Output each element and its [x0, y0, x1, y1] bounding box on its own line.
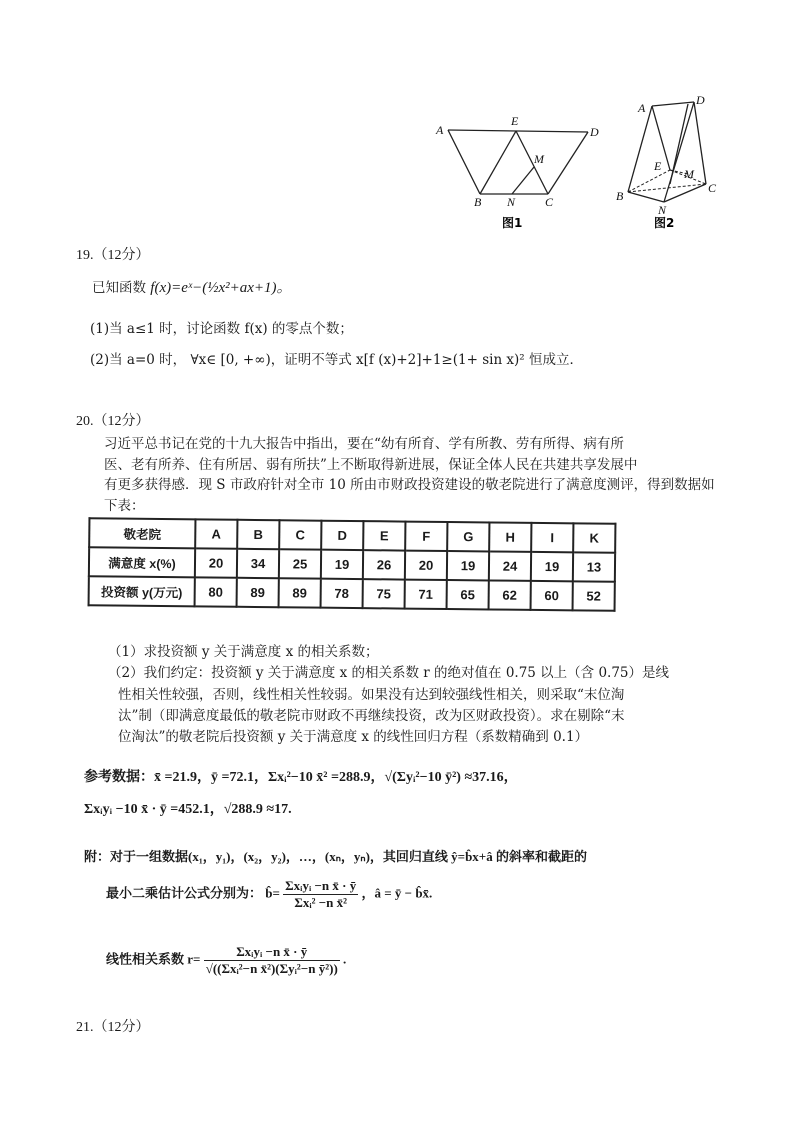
table-cell: 20	[195, 548, 237, 577]
geometry-figure-1	[430, 110, 610, 235]
geometry-figure-2	[612, 92, 732, 232]
label-D: D	[696, 93, 705, 107]
q20-part2-line-4: 位淘汰”的敬老院后投资额 y 关于满意度 x 的线性回归方程（系数精确到 0.1）	[118, 729, 589, 745]
table-cell: 34	[237, 549, 279, 578]
table-cell: 19	[447, 551, 489, 580]
table-cell: D	[321, 521, 363, 550]
label-B: B	[616, 189, 624, 203]
appendix-line-2: 最小二乘估计公式分别为：	[106, 885, 263, 901]
b-hat-numerator: Σxᵢyᵢ −n x̄ · ȳ	[285, 878, 357, 893]
label-D: D	[590, 125, 599, 139]
row-label-home: 敬老院	[89, 518, 195, 548]
row-label-investment: 投资额 y(万元)	[89, 576, 195, 606]
label-C: C	[708, 181, 717, 195]
table-cell: 19	[321, 550, 363, 579]
table-cell: F	[405, 522, 447, 551]
table-cell: H	[489, 522, 531, 551]
label-C: C	[545, 195, 554, 209]
q20-stem-line-3: 有更多获得感．现 S 市政府针对全市 10 所由市财政投资建设的敬老院进行了满意度测评，得到数据如	[104, 477, 715, 493]
q20-number: 20.（12分）	[76, 414, 150, 429]
label-B: B	[474, 195, 482, 209]
q20-stem-line-1: 习近平总书记在党的十九大报告中指出，要在“幼有所育、学有所教、劳有所得、病有所	[104, 436, 624, 452]
table-cell: 75	[363, 579, 405, 608]
table-cell: 80	[195, 577, 237, 606]
table-cell: 62	[489, 580, 531, 609]
q19-stem	[92, 276, 292, 297]
table-cell: 89	[237, 578, 279, 607]
nursing-home-table	[88, 517, 617, 612]
r-suffix: .	[343, 951, 347, 967]
q20-part1: （1）求投资额 y 关于满意度 x 的相关系数；	[108, 644, 379, 660]
table-cell: 19	[531, 552, 573, 581]
figure-1-caption: 图1	[502, 216, 523, 230]
table-cell: E	[363, 521, 405, 550]
appendix-least-squares	[106, 878, 432, 911]
row-label-satisfaction: 满意度 x(%)	[89, 547, 195, 577]
table-cell: 25	[279, 549, 321, 578]
label-E: E	[654, 159, 662, 173]
q20-stem-line-4: 下表：	[104, 498, 145, 514]
q19-number: 19.（12分）	[76, 248, 150, 263]
table-cell: K	[573, 523, 615, 552]
q20-stem-line-2: 医、老有所养、住有所居、弱有所扶”上不断取得新进展，保证全体人民在共建共享发展中	[104, 457, 638, 473]
table-cell: 13	[573, 552, 615, 581]
table-cell: I	[531, 523, 573, 552]
q19-part1: (1)当 a≤1 时，讨论函数 f(x) 的零点个数；	[90, 321, 353, 337]
q20-part2-line-3: 汰”制（即满意度最低的敬老院市财政不再继续投资，改为区财政投资）。求在剔除“末	[118, 708, 625, 724]
table-cell: G	[447, 522, 489, 551]
q20-part2-line-1: （2）我们约定：投资额 y 关于满意度 x 的相关系数 r 的绝对值在 0.75 以上（含 0.75）是线	[108, 665, 670, 681]
q20-part2-line-2: 性相关性较强，否则，线性相关性较弱。如果没有达到较强线性相关，则采取“末位淘	[118, 687, 625, 703]
r-denominator: √((Σxᵢ²−n x̄²)(Σyᵢ²−n ȳ²))	[205, 961, 338, 976]
r-fraction	[204, 944, 340, 977]
table-cell: 71	[405, 580, 447, 609]
q21-number: 21.（12分）	[76, 1020, 150, 1035]
q19-intro: 已知函数	[92, 280, 146, 296]
table-cell: 78	[321, 579, 363, 608]
table-cell: 20	[405, 551, 447, 580]
table-cell: 60	[531, 581, 573, 610]
reference-data-line-2: Σxᵢyᵢ −10 x̄ · ȳ =452.1，√288.9 ≈17.	[84, 802, 292, 817]
r-numerator: Σxᵢyᵢ −n x̄ · ȳ	[204, 944, 340, 961]
a-hat-formula: ，â = ȳ − b̂x̄.	[361, 885, 433, 901]
table-cell: 26	[363, 550, 405, 579]
table-cell: 24	[489, 551, 531, 580]
label-N: N	[658, 203, 667, 217]
label-E: E	[511, 114, 519, 128]
appendix-line-1: 附：对于一组数据(x₁，y₁)，(x₂，y₂)，…，(xₙ，yₙ)，其回归直线 ŷ=b̂x+â 的斜率和截距的	[84, 849, 587, 864]
reference-data-line-1	[84, 766, 518, 786]
label-M: M	[534, 152, 544, 166]
label-A: A	[638, 101, 646, 115]
reference-title: 参考数据：	[84, 770, 154, 785]
figure-2-caption: 图2	[654, 216, 675, 230]
b-hat-denominator: Σxᵢ² −n x̄²	[294, 895, 348, 910]
label-A: A	[436, 123, 444, 137]
table-cell: 52	[573, 581, 615, 610]
table-cell: A	[195, 519, 237, 548]
table-cell: 65	[447, 580, 489, 609]
b-hat-symbol: b̂=	[265, 885, 280, 901]
table-cell: 89	[279, 578, 321, 607]
r-prefix: 线性相关系数 r=	[106, 951, 201, 967]
table-row	[89, 576, 615, 611]
label-N: N	[507, 195, 516, 209]
q19-formula: f(x)=eˣ−(½x²+ax+1)。	[150, 280, 292, 296]
table-cell: C	[279, 520, 321, 549]
correlation-formula	[106, 944, 346, 977]
reference-values-1: x̄ =21.9，ȳ =72.1，Σxᵢ²−10 x̄² =288.9，√(Σyᵢ²−10 ȳ²) ≈37.16，	[154, 770, 518, 785]
b-hat-fraction	[283, 878, 358, 911]
table-cell: B	[237, 520, 279, 549]
q19-part2: (2)当 a=0 时， ∀x∈ [0, +∞)，证明不等式 x[f (x)+2]+1≥(1+ sin x)² 恒成立．	[90, 352, 584, 368]
label-M: M	[684, 167, 694, 181]
